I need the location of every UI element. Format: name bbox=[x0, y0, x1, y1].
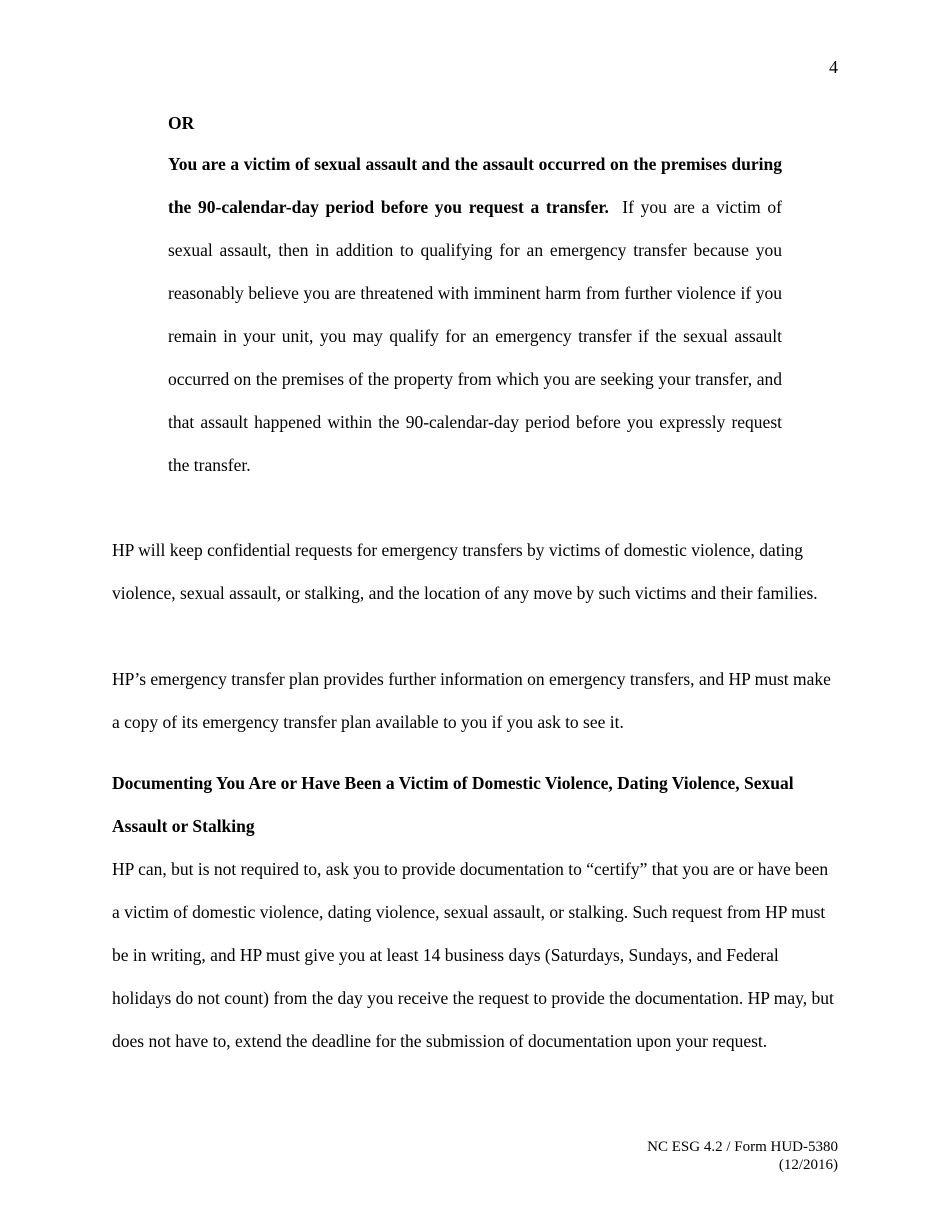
sexual-assault-condition-lead: You are a victim of sexual assault and the assault occurred on the premises during the 90-calendar-day period before you request a transfer. bbox=[168, 154, 782, 217]
form-footer bbox=[560, 1138, 838, 1174]
form-revision-date: (12/2016) bbox=[778, 1157, 838, 1173]
documenting-section-heading: Documenting You Are or Have Been a Victim of Domestic Violence, Dating Violence, Sexual Assault or Stalking bbox=[112, 773, 794, 836]
form-identifier: NC ESG 4.2 / Form HUD-5380 bbox=[647, 1139, 838, 1155]
sexual-assault-condition-paragraph bbox=[168, 143, 782, 487]
page-number: 4 bbox=[829, 57, 838, 77]
or-label: OR bbox=[168, 113, 195, 133]
confidentiality-paragraph: HP will keep confidential requests for emergency transfers by victims of domestic violence, dating violence, sexual assault, or stalking, and the location of any move by such victims and their families. bbox=[112, 540, 818, 603]
documenting-section-paragraph: HP can, but is not required to, ask you to provide documentation to “certify” that you are or have been a victim of domestic violence, dating violence, sexual assault, or stalking. Such request from HP must be in writing, and HP must give you at least 14 business days (Saturdays, Sundays, and Federal holidays do not count) from the day you receive the request to provide the documentation. HP may, but does not have to, extend the deadline for the submission of documentation upon your request. bbox=[112, 859, 834, 1051]
transfer-plan-paragraph: HP’s emergency transfer plan provides further information on emergency transfers, and HP must make a copy of its emergency transfer plan available to you if you ask to see it. bbox=[112, 669, 831, 732]
sexual-assault-condition-body: If you are a victim of sexual assault, then in addition to qualifying for an emergency transfer because you reasonably believe you are threatened with imminent harm from further violence if you remain in your unit, you may qualify for an emergency transfer if the sexual assault occurred on the premises of the property from which you are seeking your transfer, and that assault happened within the 90-calendar-day period before you expressly request the transfer. bbox=[168, 197, 783, 475]
